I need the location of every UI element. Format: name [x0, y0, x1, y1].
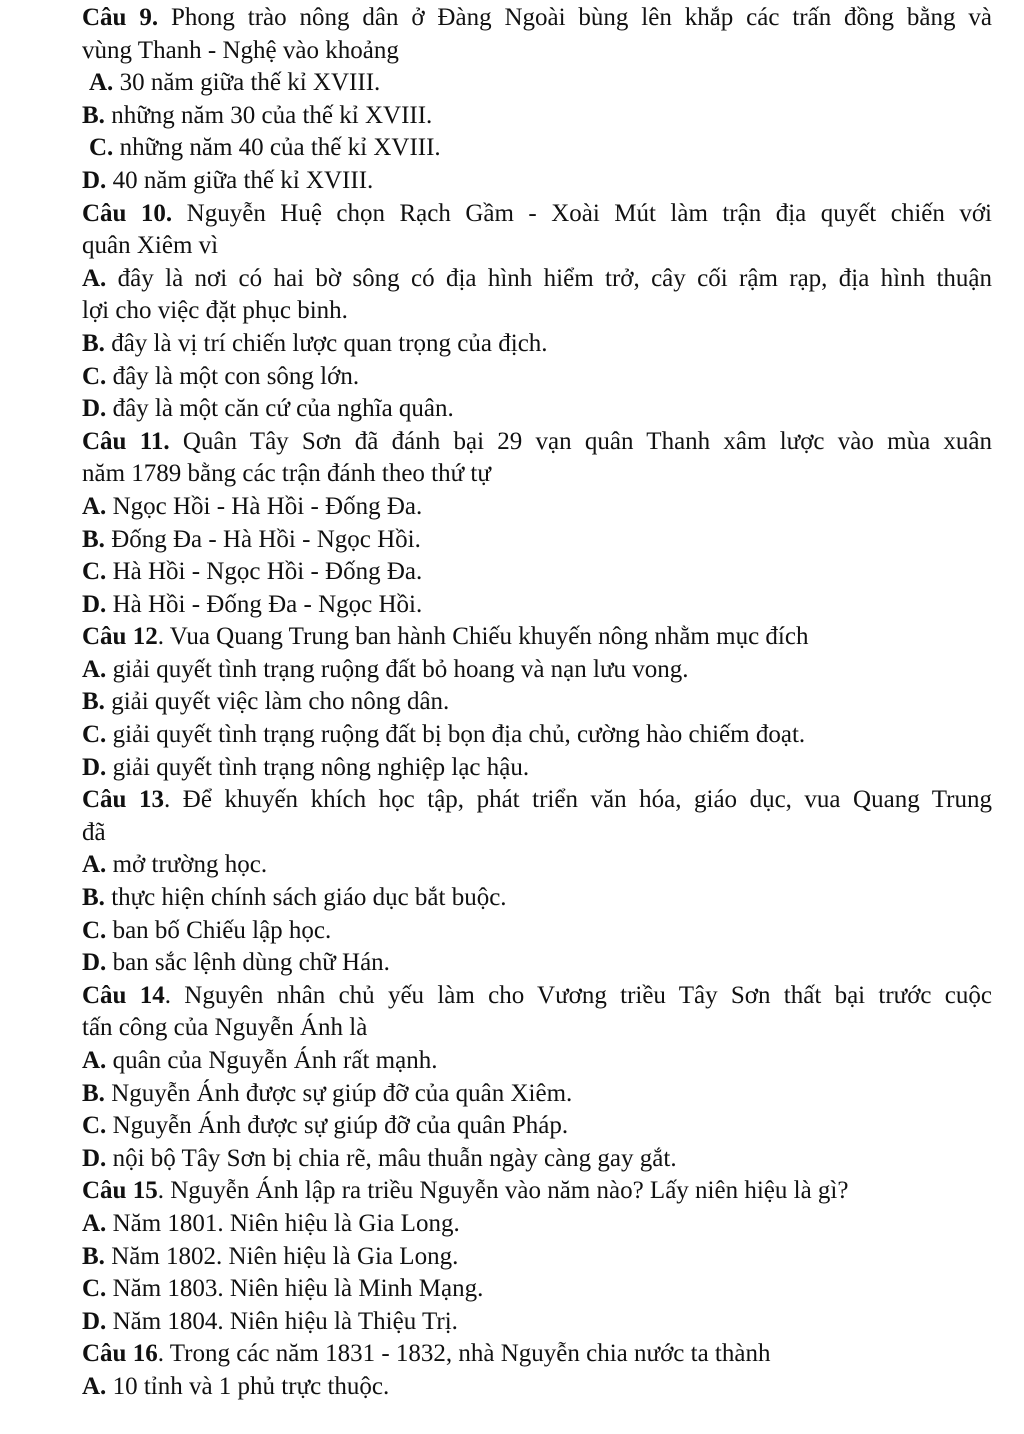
option-text: giải quyết việc làm cho nông dân. — [111, 688, 450, 716]
option-text: Ngọc Hồi - Hà Hồi - Đống Đa. — [112, 492, 423, 520]
option-c — [82, 361, 992, 394]
option-b — [82, 100, 992, 133]
stem-line: đã — [82, 818, 106, 846]
option-a — [82, 1208, 992, 1241]
option-a — [82, 849, 992, 882]
option-letter: A. — [82, 1372, 107, 1400]
option-letter: A. — [82, 264, 107, 292]
option-text: đây là vị trí chiến lược quan trọng của địch. — [111, 329, 548, 357]
option-letter: A. — [82, 1047, 107, 1074]
option-b — [82, 328, 992, 361]
option-text: 10 tỉnh và 1 phủ trực thuộc. — [112, 1372, 390, 1400]
option-text: quân của Nguyễn Ánh rất mạnh. — [112, 1047, 438, 1074]
option-b — [82, 524, 992, 557]
question-9 — [82, 2, 992, 198]
option-text: giải quyết tình trạng ruộng đất bị bọn địa chủ, cường hào chiếm đoạt. — [112, 721, 806, 749]
option-c — [82, 1273, 992, 1306]
option-letter: C. — [82, 721, 107, 749]
option-d — [82, 947, 992, 980]
option-text: những năm 30 của thế kỉ XVIII. — [111, 101, 433, 129]
option-letter: A. — [82, 655, 107, 683]
question-label: Câu 14 — [82, 981, 165, 1009]
question-label: Câu 10. — [82, 199, 173, 227]
option-d — [82, 165, 992, 198]
option-a — [82, 491, 992, 524]
option-letter: B. — [82, 101, 105, 129]
option-c — [82, 719, 992, 752]
option-text: những năm 40 của thế kỉ XVIII. — [119, 134, 441, 162]
option-letter: D. — [82, 166, 107, 194]
option-d — [82, 752, 992, 785]
question-16 — [82, 1338, 992, 1403]
stem-line: quân Xiêm vì — [82, 232, 219, 260]
question-stem — [82, 1175, 992, 1208]
option-c — [82, 915, 992, 948]
option-letter: D. — [82, 590, 107, 618]
option-letter: D. — [82, 949, 107, 977]
option-text: thực hiện chính sách giáo dục bắt buộc. — [111, 884, 507, 912]
option-letter: B. — [82, 1079, 105, 1107]
option-d — [82, 1306, 992, 1339]
option-letter: B. — [82, 884, 105, 912]
option-c — [82, 132, 992, 165]
option-a — [82, 654, 992, 687]
option-letter: B. — [82, 688, 105, 716]
option-letter: B. — [82, 329, 105, 357]
question-stem — [82, 784, 992, 849]
stem-line: Quân Tây Sơn đã đánh bại 29 vạn quân Thanh xâm lược vào mùa xuân — [182, 427, 993, 455]
option-letter: B. — [82, 1242, 105, 1270]
stem-line: năm 1789 bằng các trận đánh theo thứ tự — [82, 460, 491, 488]
question-14 — [82, 980, 992, 1176]
option-text: Năm 1802. Niên hiệu là Gia Long. — [111, 1242, 459, 1270]
option-letter: D. — [82, 1144, 107, 1172]
option-letter: C. — [82, 362, 107, 390]
stem-line: . Để khuyến khích học tập, phát triển văn hóa, giáo dục, vua Quang Trung — [164, 786, 993, 814]
option-b — [82, 882, 992, 915]
question-stem — [82, 621, 992, 654]
question-10 — [82, 198, 992, 426]
stem-line: Nguyễn Huệ chọn Rạch Gầm - Xoài Mút làm trận địa quyết chiến với — [186, 199, 993, 227]
option-text: Năm 1804. Niên hiệu là Thiệu Trị. — [112, 1307, 458, 1335]
option-text: Đống Đa - Hà Hồi - Ngọc Hồi. — [111, 525, 421, 553]
option-letter: B. — [82, 525, 105, 553]
question-stem — [82, 2, 992, 67]
option-text: Hà Hồi - Đống Đa - Ngọc Hồi. — [112, 590, 423, 618]
stem-line: . Trong các năm 1831 - 1832, nhà Nguyễn chia nước ta thành — [157, 1340, 771, 1368]
question-11 — [82, 426, 992, 622]
question-15 — [82, 1175, 992, 1338]
option-text: ban sắc lệnh dùng chữ Hán. — [112, 949, 390, 977]
question-label: Câu 9. — [82, 4, 159, 31]
stem-line: tấn công của Nguyễn Ánh là — [82, 1014, 368, 1042]
stem-line: Phong trào nông dân ở Đàng Ngoài bùng lên khắp các trấn đồng bằng và — [170, 4, 992, 31]
document-body — [82, 0, 992, 1404]
option-letter: A. — [89, 69, 114, 97]
stem-line: . Nguyên nhân chủ yếu làm cho Vương triều Tây Sơn thất bại trước cuộc — [164, 981, 993, 1009]
option-b — [82, 686, 992, 719]
option-text: lợi cho việc đặt phục binh. — [82, 297, 348, 325]
question-stem — [82, 426, 992, 491]
question-label: Câu 12 — [82, 623, 158, 651]
option-text: 40 năm giữa thế kỉ XVIII. — [112, 166, 374, 194]
stem-line: . Vua Quang Trung ban hành Chiếu khuyến nông nhằm mục đích — [157, 623, 809, 651]
option-text: Nguyễn Ánh được sự giúp đỡ của quân Pháp. — [112, 1112, 569, 1140]
option-letter: C. — [82, 1275, 107, 1303]
option-a — [82, 67, 992, 100]
option-text: Hà Hồi - Ngọc Hồi - Đống Đa. — [112, 558, 423, 586]
option-text: Năm 1803. Niên hiệu là Minh Mạng. — [112, 1275, 484, 1303]
option-text: giải quyết tình trạng ruộng đất bỏ hoang và nạn lưu vong. — [112, 655, 689, 683]
option-text: nội bộ Tây Sơn bị chia rẽ, mâu thuẫn ngày càng gay gắt. — [112, 1144, 677, 1172]
option-text: giải quyết tình trạng nông nghiệp lạc hậu. — [112, 753, 530, 781]
stem-line: . Nguyễn Ánh lập ra triều Nguyễn vào năm nào? Lấy niên hiệu là gì? — [157, 1177, 849, 1205]
question-label: Câu 16 — [82, 1340, 158, 1368]
option-text: ban bố Chiếu lập học. — [112, 916, 332, 944]
option-text: đây là một con sông lớn. — [112, 362, 360, 390]
option-b — [82, 1241, 992, 1274]
option-text: đây là nơi có hai bờ sông có địa hình hiểm trở, cây cối rậm rạp, địa hình thuận — [117, 264, 992, 292]
question-label: Câu 11. — [82, 427, 170, 455]
option-letter: C. — [82, 1112, 107, 1140]
option-d — [82, 393, 992, 426]
option-letter: A. — [82, 1209, 107, 1237]
option-letter: D. — [82, 395, 107, 423]
option-letter: C. — [89, 134, 114, 162]
option-letter: D. — [82, 1307, 107, 1335]
option-text: Năm 1801. Niên hiệu là Gia Long. — [112, 1209, 460, 1237]
question-stem — [82, 980, 992, 1045]
stem-line: vùng Thanh - Nghệ vào khoảng — [82, 36, 399, 64]
option-d — [82, 589, 992, 622]
question-13 — [82, 784, 992, 980]
question-12 — [82, 621, 992, 784]
question-label: Câu 15 — [82, 1177, 158, 1205]
option-text: mở trường học. — [112, 851, 268, 879]
option-letter: A. — [82, 851, 107, 879]
question-stem — [82, 1338, 992, 1371]
option-a — [82, 263, 992, 328]
question-label: Câu 13 — [82, 786, 164, 814]
option-a — [82, 1371, 992, 1404]
option-letter: C. — [82, 558, 107, 586]
option-c — [82, 1110, 992, 1143]
option-d — [82, 1143, 992, 1176]
option-text: Nguyễn Ánh được sự giúp đỡ của quân Xiêm. — [111, 1079, 573, 1107]
question-stem — [82, 198, 992, 263]
option-text: 30 năm giữa thế kỉ XVIII. — [119, 69, 381, 97]
option-letter: C. — [82, 916, 107, 944]
option-letter: A. — [82, 492, 107, 520]
option-letter: D. — [82, 753, 107, 781]
option-c — [82, 556, 992, 589]
option-b — [82, 1078, 992, 1111]
option-text: đây là một căn cứ của nghĩa quân. — [112, 395, 454, 423]
option-a — [82, 1045, 992, 1078]
